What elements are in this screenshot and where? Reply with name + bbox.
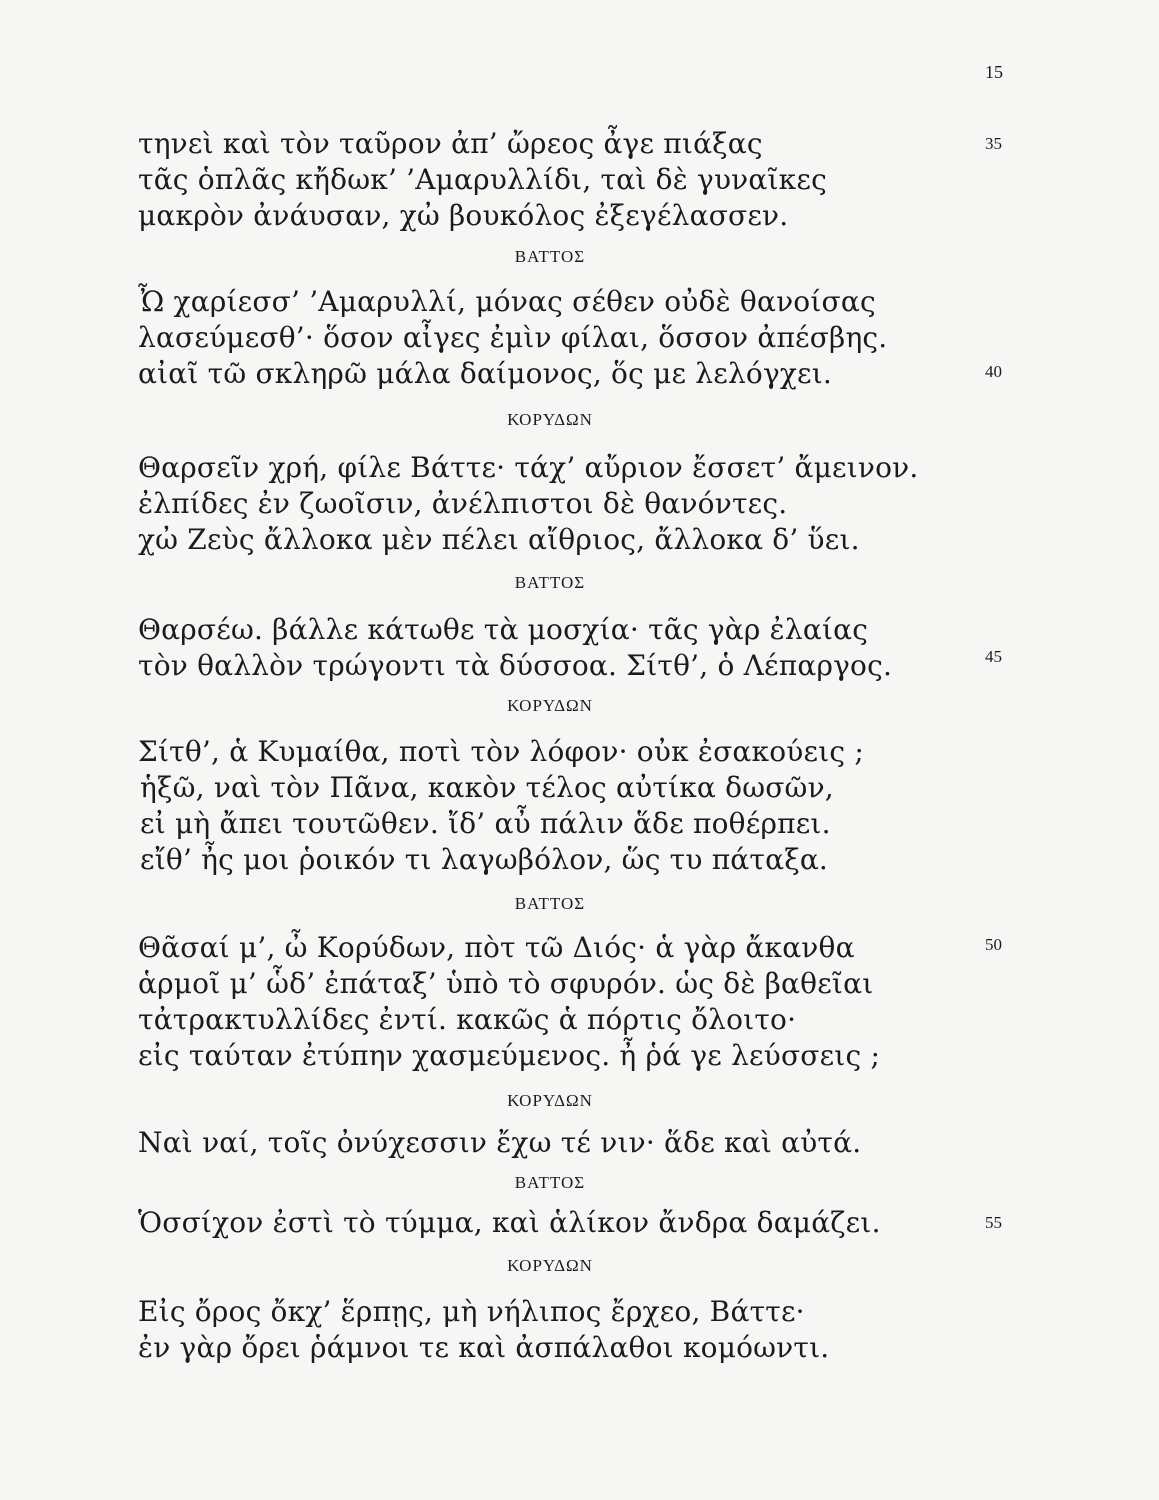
verse-line: ἡξῶ, ναὶ τὸν Πᾶνα, κακὸν τέλος αὐτίκα δωσῶν, — [140, 771, 834, 804]
verse-line: τᾶς ὁπλᾶς κἤδωκ’ ’Αμαρυλλίδι, ταὶ δὲ γυναῖκες — [138, 163, 827, 196]
line-number-55: 55 — [985, 1213, 1002, 1232]
speaker-heading: ΚΟΡΥΔΩΝ — [507, 410, 593, 429]
verse-line: Θαρσέω. βάλλε κάτωθε τὰ μοσχία· τᾶς γὰρ ἐλαίας — [138, 613, 869, 646]
verse-line: Ὁσσίχον ἐστὶ τὸ τύμμα, καὶ ἁλίκον ἄνδρα δαμάζει. — [138, 1206, 881, 1239]
speaker-heading: ΒΑΤΤΟΣ — [514, 1173, 586, 1192]
verse-line: Ναὶ ναί, τοῖς ὀνύχεσσιν ἔχω τέ νιν· ἅδε καὶ αὐτά. — [138, 1126, 862, 1159]
speaker-heading: ΒΑΤΤΟΣ — [514, 894, 586, 913]
verse-line: χὠ Ζεὺς ἄλλοκα μὲν πέλει αἴθριος, ἄλλοκα δ’ ὕει. — [138, 523, 860, 556]
verse-line: εἴθ’ ἦς μοι ῥοικόν τι λαγωβόλον, ὥς τυ πάταξα. — [140, 843, 829, 876]
speaker-heading: ΚΟΡΥΔΩΝ — [507, 1256, 593, 1275]
line-number-40: 40 — [985, 362, 1002, 381]
verse-line: τηνεὶ καὶ τὸν ταῦρον ἀπ’ ὤρεος ἆγε πιάξας — [138, 127, 763, 160]
verse-line: τἀτρακτυλλίδες ἐντί. κακῶς ἁ πόρτις ὄλοιτο· — [138, 1003, 797, 1036]
speaker-heading: ΒΑΤΤΟΣ — [514, 573, 586, 592]
verse-line: λασεύμεσθ’· ὅσον αἶγες ἐμὶν φίλαι, ὅσσον ἀπέσβης. — [138, 321, 888, 354]
verse-line: Εἰς ὄρος ὄκχ’ ἕρπῃς, μὴ νήλιπος ἔρχεο, Βάττε· — [138, 1295, 805, 1328]
verse-line: εἰς ταύταν ἐτύπην χασμεύμενος. ἦ ῥά γε λεύσσεις ; — [138, 1039, 881, 1072]
verse-line: τὸν θαλλὸν τρώγοντι τὰ δύσσοα. Σίτθ’, ὁ Λέπαργος. — [138, 649, 893, 682]
verse-line: Σίτθ’, ἁ Κυμαίθα, ποτὶ τὸν λόφον· οὐκ ἐσακούεις ; — [138, 735, 865, 768]
verse-line: ἐν γὰρ ὄρει ῥάμνοι τε καὶ ἀσπάλαθοι κομόωντι. — [138, 1331, 830, 1364]
verse-line: μακρὸν ἀνάυσαν, χὠ βουκόλος ἐξεγέλασσεν. — [138, 199, 789, 232]
verse-line: Θαρσεῖν χρή, φίλε Βάττε· τάχ’ αὔριον ἔσσετ’ ἄμεινον. — [138, 451, 919, 484]
verse-line: αἰαῖ τῶ σκληρῶ μάλα δαίμονος, ὅς με λελόγχει. — [138, 357, 833, 390]
speaker-heading: ΚΟΡΥΔΩΝ — [507, 1091, 593, 1110]
verse-line: ἁρμοῖ μ’ ὧδ’ ἐπάταξ’ ὑπὸ τὸ σφυρόν. ὡς δὲ βαθεῖαι — [138, 967, 874, 1000]
verse-line: εἰ μὴ ἄπει τουτῶθεν. ἴδ’ αὖ πάλιν ἅδε ποθέρπει. — [140, 807, 831, 840]
line-number-50: 50 — [985, 935, 1002, 954]
line-number-35: 35 — [985, 134, 1002, 153]
speaker-heading: ΒΑΤΤΟΣ — [514, 247, 586, 266]
line-number-45: 45 — [985, 647, 1002, 666]
speaker-heading: ΚΟΡΥΔΩΝ — [507, 696, 593, 715]
verse-line: ἐλπίδες ἐν ζωοῖσιν, ἀνέλπιστοι δὲ θανόντες. — [138, 487, 788, 520]
verse-line: Ὦ χαρίεσσ’ ’Αμαρυλλί, μόνας σέθεν οὐδὲ θανοίσας — [138, 285, 876, 318]
verse-line: Θᾶσαί μ’, ὦ Κορύδων, πὸτ τῶ Διός· ἁ γὰρ ἄκανθα — [138, 931, 855, 964]
page-number: 15 — [985, 62, 1003, 82]
